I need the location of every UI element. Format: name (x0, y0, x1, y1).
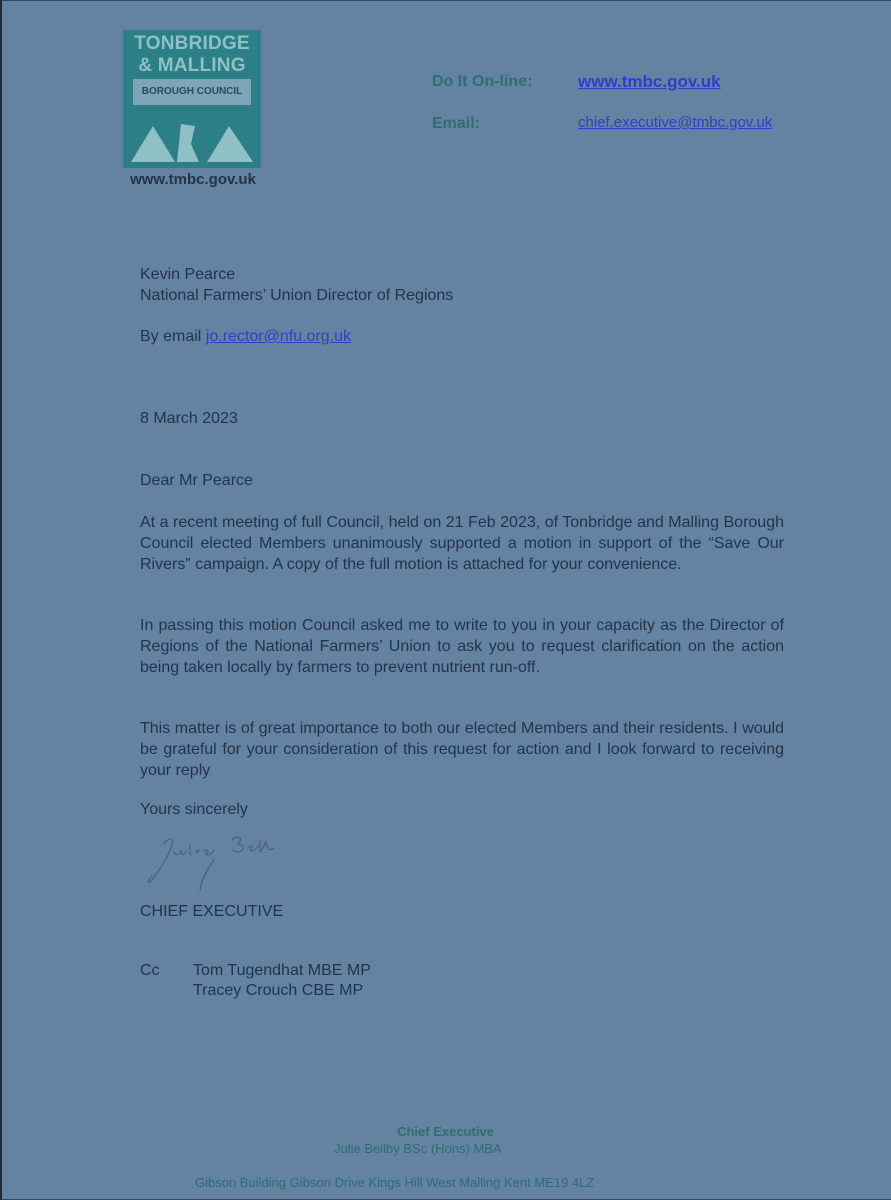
paragraph-2-text: In passing this motion Council asked me to write to you in your capacity as the Director of Regions of the National Farmers’ Union to ask you to request clarification on the action being taken locally by farmers to prevent nutrient run-off. (140, 617, 784, 676)
signature-image (144, 830, 278, 892)
cc-name-2: Tracey Crouch CBE MP (193, 982, 364, 999)
chief-executive-email-link[interactable]: chief.executive@tmbc.gov.uk (578, 114, 773, 131)
by-email-prefix: By email (140, 328, 202, 345)
council-logo (123, 30, 261, 168)
paragraph-1 (140, 513, 784, 575)
cc-name-1: Tom Tugendhat MBE MP (193, 962, 371, 979)
online-label: Do It On-line: (432, 73, 533, 90)
website-link[interactable]: www.tmbc.gov.uk (578, 72, 721, 91)
closing: Yours sincerely (140, 801, 248, 818)
footer-name: Julie Beilby BSc (Hons) MBA (334, 1141, 502, 1156)
recipient-title: National Farmers’ Union Director of Regions (140, 287, 454, 304)
paragraph-3-text: This matter is of great importance to both our elected Members and their residents. I would be grateful for your consideration of this request for action and I look forward to receiving your reply (140, 720, 784, 779)
salutation: Dear Mr Pearce (140, 472, 253, 489)
paragraph-2 (140, 616, 784, 678)
recipient-name: Kevin Pearce (140, 266, 236, 283)
logo-banner (133, 79, 251, 105)
logo-mountains-icon (123, 114, 261, 168)
logo-line-3: BOROUGH COUNCIL (141, 86, 243, 97)
by-email-line (140, 328, 351, 346)
recipient-email-link[interactable]: jo.rector@nfu.org.uk (205, 328, 352, 345)
cc-label: Cc (140, 962, 160, 979)
logo-line-1: TONBRIDGE (134, 33, 250, 54)
paragraph-1-text: At a recent meeting of full Council, held on 21 Feb 2023, of Tonbridge and Malling Borough Council elected Members unanimously supported a motion in support of the “Save Our Rivers” campaign. A copy of the full motion is attached for your convenience. (140, 514, 784, 573)
logo-line-2: & MALLING (138, 55, 246, 76)
email-label: Email: (432, 115, 481, 132)
footer-title: Chief Executive (397, 1124, 494, 1139)
letter-date: 8 March 2023 (140, 410, 238, 427)
paragraph-3 (140, 719, 784, 781)
logo-url: www.tmbc.gov.uk (130, 171, 256, 188)
footer-address: Gibson Building Gibson Drive Kings Hill West Malling Kent ME19 4LZ (195, 1175, 595, 1190)
signatory-role: CHIEF EXECUTIVE (140, 903, 284, 920)
